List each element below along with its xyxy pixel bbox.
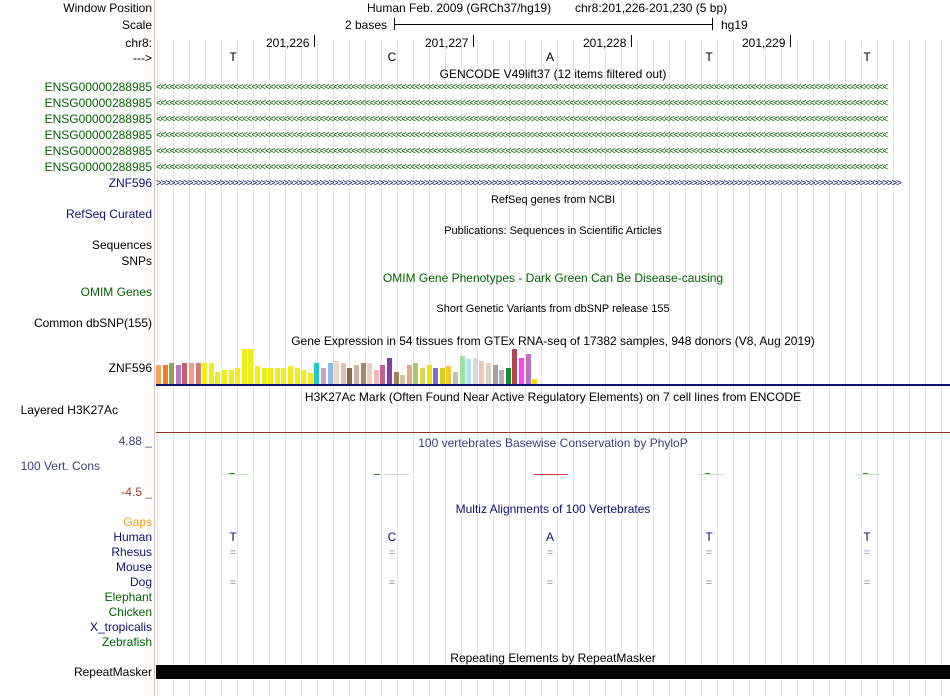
gtex-tissue-bar[interactable] [453,372,458,384]
znf596-track-label[interactable]: ZNF596 [108,176,152,190]
coord-label: 201,227 [425,36,469,50]
coord-tick [790,35,791,47]
gtex-tissue-bar[interactable] [499,370,504,384]
species-elephant-label: Elephant [104,590,152,604]
sequences-track-label[interactable]: Sequences [91,238,152,252]
dbsnp-track-label[interactable]: Common dbSNP(155) [33,316,152,330]
repeatmasker-track-title[interactable]: Repeating Elements by RepeatMasker [450,651,656,665]
conservation-min-label: -4.5 _ [121,485,152,499]
alignment-rhesus-match: = [388,547,396,559]
alignment-human-base: T [705,530,713,544]
gtex-tissue-bar[interactable] [407,365,412,384]
position-label: chr8:201,226-201,230 (5 bp) [575,1,728,15]
sidebar-separator [154,0,155,696]
repeatmasker-track-label[interactable]: RepeatMasker [73,665,152,679]
gtex-tissue-bar[interactable] [374,370,379,384]
species-rhesus-label: Rhesus [111,545,152,559]
gtex-tissue-bar[interactable] [486,363,491,384]
gtex-tissue-bar[interactable] [295,368,300,384]
scale-text: 2 bases [345,18,388,32]
gencode-track-label[interactable]: ENSG00000288985 [44,112,152,126]
gtex-tissue-bar[interactable] [163,365,168,384]
alignment-rhesus-match: = [705,547,713,559]
h3k27ac-track-title[interactable]: H3K27Ac Mark (Often Found Near Active Regulatory Elements) on 7 cell lines from ENCODE [304,390,802,404]
gtex-tissue-bar[interactable] [169,363,174,384]
gencode-transcript-strand[interactable]: <<<<<<<<<<<<<<<<<<<<<<<<<<<<<<<<<<<<<<<<<<<<<<<<<<<<<<<<<<<<<<<<<<<<<<<<<<<<<<<<<<<<<<<<<<<<<<<<<<<<<<<<<<<<<<<<<<<<<<<<<<<<<<<<<<<<<<<<<<<<<<<<<<<<<<<<<<<<<<<<< [156,162,887,173]
track-labels-sidebar [0,0,154,696]
gtex-tissue-bar[interactable] [440,368,445,384]
coord-label: 201,226 [266,36,310,50]
base-letter: T [863,50,871,64]
gtex-tissue-bar[interactable] [400,375,405,384]
gtex-tissue-bar[interactable] [189,363,194,384]
gtex-track-title[interactable]: Gene Expression in 54 tissues from GTEx RNA-seq of 17382 samples, 948 donors (V8, Aug 2019) [291,334,815,348]
gencode-track-label[interactable]: ENSG00000288985 [44,144,152,158]
db-label: hg19 [721,18,748,32]
species-zebrafish-label: Zebrafish [101,635,152,649]
gtex-tissue-bar[interactable] [301,370,306,384]
conservation-track-label[interactable]: 100 Vert. Cons [20,459,100,473]
omim-track-label[interactable]: OMIM Genes [80,285,152,299]
gtex-tissue-bar[interactable] [334,361,339,384]
scale-bar [394,24,712,25]
gtex-expression-bars[interactable] [156,349,950,384]
gtex-tissue-bar[interactable] [275,368,280,384]
gtex-tissue-bar[interactable] [479,361,484,384]
coord-tick [631,35,632,47]
alignment-human-base: C [387,530,397,544]
gencode-transcript-strand[interactable]: <<<<<<<<<<<<<<<<<<<<<<<<<<<<<<<<<<<<<<<<<<<<<<<<<<<<<<<<<<<<<<<<<<<<<<<<<<<<<<<<<<<<<<<<<<<<<<<<<<<<<<<<<<<<<<<<<<<<<<<<<<<<<<<<<<<<<<<<<<<<<<<<<<<<<<<<<<<<<<<<< [156,114,887,125]
alignment-human-base: T [863,530,871,544]
publications-track-title[interactable]: Publications: Sequences in Scientific Articles [444,225,662,237]
gencode-track-label[interactable]: ENSG00000288985 [44,128,152,142]
gencode-track-label[interactable]: ENSG00000288985 [44,80,152,94]
znf596-transcript-strand[interactable]: >>>>>>>>>>>>>>>>>>>>>>>>>>>>>>>>>>>>>>>>>>>>>>>>>>>>>>>>>>>>>>>>>>>>>>>>>>>>>>>>>>>>>>>>>>>>>>>>>>>>>>>>>>>>>>>>>>>>>>>>>>>>>>>>>>>>>>>>>>>>>>>>>>>>>>>>>>>>>>>>>>>> [156,178,901,189]
alignment-dog-match: = [863,577,871,589]
gtex-tissue-bar[interactable] [209,363,214,384]
scale-bar-right-tick [712,18,713,30]
alignment-dog-match: = [705,577,713,589]
gtex-tissue-bar[interactable] [176,365,181,384]
gtex-tissue-bar[interactable] [321,368,326,384]
conservation-mark [698,474,724,475]
gtex-tissue-bar[interactable] [387,358,392,384]
gtex-tissue-bar[interactable] [473,358,478,384]
gencode-track-label[interactable]: ENSG00000288985 [44,96,152,110]
alignment-human-base: T [229,530,237,544]
snps-track-label[interactable]: SNPs [121,254,152,268]
gtex-tissue-bar[interactable] [182,363,187,384]
gtex-tissue-bar[interactable] [367,363,372,384]
alignment-rhesus-match: = [546,547,554,559]
gencode-transcript-strand[interactable]: <<<<<<<<<<<<<<<<<<<<<<<<<<<<<<<<<<<<<<<<<<<<<<<<<<<<<<<<<<<<<<<<<<<<<<<<<<<<<<<<<<<<<<<<<<<<<<<<<<<<<<<<<<<<<<<<<<<<<<<<<<<<<<<<<<<<<<<<<<<<<<<<<<<<<<<<<<<<<<<<< [156,98,887,109]
gtex-tissue-bar[interactable] [215,372,220,384]
gtex-tissue-bar[interactable] [380,365,385,384]
gaps-label: Gaps [123,515,152,529]
refseq-track-title[interactable]: RefSeq genes from NCBI [490,194,616,206]
gtex-tissue-bar[interactable] [255,366,260,384]
multiz-track-title[interactable]: Multiz Alignments of 100 Vertebrates [455,502,651,516]
chr-label: chr8: [125,36,152,50]
gtex-tissue-bar[interactable] [281,368,286,384]
dbsnp-track-title[interactable]: Short Genetic Variants from dbSNP release 155 [436,303,670,315]
gtex-tissue-bar[interactable] [222,370,227,384]
repeat-element-block[interactable] [156,665,950,679]
base-letter: T [229,50,237,64]
gtex-tissue-bar[interactable] [526,354,531,384]
gtex-tissue-bar[interactable] [262,368,267,384]
h3k27ac-baseline [156,432,950,433]
track-image-area[interactable] [156,0,950,696]
window-position-label: Window Position [63,1,152,15]
gencode-transcript-strand[interactable]: <<<<<<<<<<<<<<<<<<<<<<<<<<<<<<<<<<<<<<<<<<<<<<<<<<<<<<<<<<<<<<<<<<<<<<<<<<<<<<<<<<<<<<<<<<<<<<<<<<<<<<<<<<<<<<<<<<<<<<<<<<<<<<<<<<<<<<<<<<<<<<<<<<<<<<<<<<<<<<<<< [156,130,887,141]
species-chicken-label: Chicken [108,605,152,619]
base-letter: C [387,50,397,64]
gtex-track-label[interactable]: ZNF596 [108,361,152,375]
species-human-label: Human [113,530,152,544]
gtex-tissue-bar[interactable] [229,370,234,384]
gtex-tissue-bar[interactable] [394,372,399,384]
gtex-tissue-bar[interactable] [347,368,352,384]
gtex-tissue-bar[interactable] [466,359,471,384]
strand-label: ---> [133,51,152,65]
phylop-track-title[interactable]: 100 vertebrates Basewise Conservation by PhyloP [418,436,688,450]
scale-label: Scale [121,18,152,32]
gtex-tissue-bar[interactable] [235,368,240,384]
coord-label: 201,228 [583,36,627,50]
gencode-track-label[interactable]: ENSG00000288985 [44,160,152,174]
base-letter: A [545,50,555,64]
gtex-tissue-bar[interactable] [288,366,293,384]
gencode-transcript-strand[interactable]: <<<<<<<<<<<<<<<<<<<<<<<<<<<<<<<<<<<<<<<<<<<<<<<<<<<<<<<<<<<<<<<<<<<<<<<<<<<<<<<<<<<<<<<<<<<<<<<<<<<<<<<<<<<<<<<<<<<<<<<<<<<<<<<<<<<<<<<<<<<<<<<<<<<<<<<<<<<<<<<<< [156,146,887,157]
gtex-tissue-bar[interactable] [493,365,498,384]
gtex-tissue-bar[interactable] [156,365,161,384]
species-mouse-label: Mouse [115,560,152,574]
refseq-track-label[interactable]: RefSeq Curated [65,207,152,221]
gtex-tissue-bar[interactable] [308,373,313,384]
coord-tick [314,35,315,47]
gtex-gene-line [156,384,950,386]
base-letter: T [705,50,713,64]
gtex-tissue-bar[interactable] [242,349,247,384]
assembly-label: Human Feb. 2009 (GRCh37/hg19) [367,1,552,15]
species-xtropicalis-label: X_tropicalis [89,620,152,634]
alignment-rhesus-match: = [229,547,237,559]
gtex-tissue-bar[interactable] [519,358,524,384]
gtex-tissue-bar[interactable] [427,365,432,384]
gencode-track-title[interactable]: GENCODE V49lift37 (12 items filtered out) [439,67,667,81]
coord-label: 201,229 [742,36,786,50]
gtex-tissue-bar[interactable] [506,368,511,384]
alignment-dog-match: = [546,577,554,589]
gtex-tissue-bar[interactable] [248,349,253,384]
conservation-mark [380,474,410,475]
gtex-tissue-bar[interactable] [433,368,438,384]
alignment-human-base: A [545,530,555,544]
gtex-tissue-bar[interactable] [361,363,366,384]
gtex-tissue-bar[interactable] [268,368,273,384]
species-dog-label: Dog [129,575,152,589]
alignment-dog-match: = [388,577,396,589]
gtex-tissue-bar[interactable] [354,365,359,384]
conservation-mark [856,474,880,475]
h3k27ac-track-label[interactable]: Layered H3K27Ac [20,403,118,417]
gtex-tissue-bar[interactable] [420,368,425,384]
alignment-rhesus-match: = [863,547,871,559]
gtex-tissue-bar[interactable] [196,363,201,384]
coord-tick [473,35,474,47]
gtex-tissue-bar[interactable] [341,363,346,384]
gencode-transcript-strand[interactable]: <<<<<<<<<<<<<<<<<<<<<<<<<<<<<<<<<<<<<<<<<<<<<<<<<<<<<<<<<<<<<<<<<<<<<<<<<<<<<<<<<<<<<<<<<<<<<<<<<<<<<<<<<<<<<<<<<<<<<<<<<<<<<<<<<<<<<<<<<<<<<<<<<<<<<<<<<<<<<<<<< [156,82,887,93]
gtex-tissue-bar[interactable] [202,363,207,384]
gtex-tissue-bar[interactable] [328,363,333,384]
conservation-mark [221,474,249,475]
gtex-tissue-bar[interactable] [446,366,451,384]
omim-track-title[interactable]: OMIM Gene Phenotypes - Dark Green Can Be Disease-causing [382,271,724,285]
gtex-tissue-bar[interactable] [460,356,465,384]
conservation-max-label: 4.88 _ [118,434,152,448]
alignment-dog-match: = [229,577,237,589]
gtex-tissue-bar[interactable] [314,363,319,384]
gtex-tissue-bar[interactable] [413,363,418,384]
conservation-mark [534,474,568,475]
gtex-tissue-bar[interactable] [512,349,517,384]
